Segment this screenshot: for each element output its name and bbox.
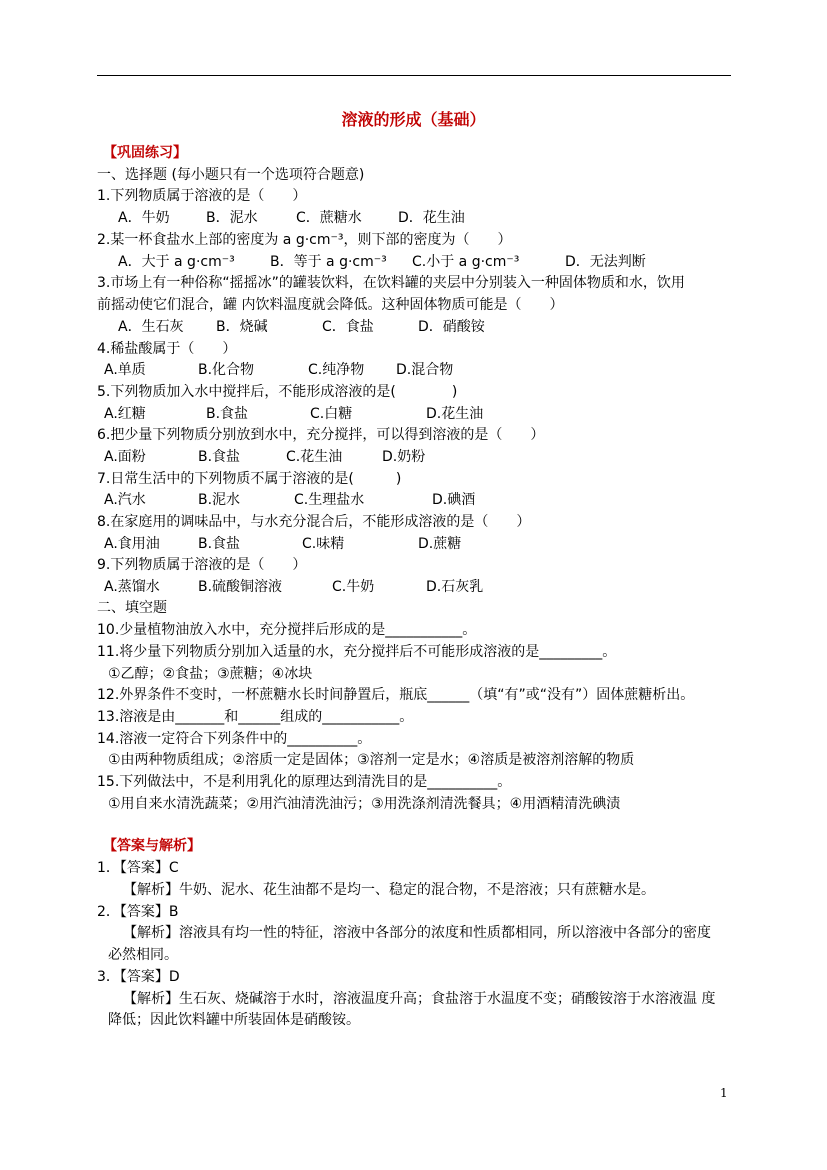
question-5-stem: 5.下列物质加入水中搅拌后，不能形成溶液的是( ): [97, 384, 458, 400]
option-d: D.蔗糖: [418, 536, 462, 552]
option-a: A.蒸馏水: [104, 579, 160, 595]
question-11-stem: 11.将少量下列物质分别加入适量的水，充分搅拌后不可能形成溶液的是_________。: [97, 644, 617, 660]
option-a: A.面粉: [104, 449, 146, 465]
question-13: 13.溶液是由_______和______组成的___________。: [97, 709, 414, 725]
question-12: 12.外界条件不变时，一杯蔗糖水长时间静置后，瓶底______（填“有”或“没有”）固体蔗糖析出。: [97, 687, 695, 703]
answer-3: 3．【答案】D: [97, 969, 180, 985]
option-c: C．蔗糖水: [296, 210, 362, 226]
option-b: B.化合物: [198, 362, 255, 378]
section-practice-heading: 【巩固练习】: [103, 145, 187, 161]
question-11-choices: ①乙醇；②食盐；③蔗糖；④冰块: [108, 666, 313, 682]
option-c: C.味精: [302, 536, 345, 552]
option-d: D.花生油: [426, 406, 484, 422]
option-c: C.花生油: [286, 449, 343, 465]
option-b: B.食盐: [206, 406, 249, 422]
analysis-2-line1: 【解析】溶液具有均一性的特征，溶液中各部分的浓度和性质都相同，所以溶液中各部分的密度: [123, 925, 711, 941]
analysis-2-line2: 必然相同。: [108, 947, 178, 963]
option-a: A.食用油: [104, 536, 160, 552]
part2-heading: 二、填空题: [97, 600, 167, 616]
option-b: B.硫酸铜溶液: [198, 579, 283, 595]
question-3-stem-line2: 前摇动使它们混合，罐 内饮料温度就会降低。这种固体物质可能是（ ）: [97, 297, 564, 313]
question-1-stem: 1.下列物质属于溶液的是（ ）: [97, 188, 307, 204]
option-d: D.石灰乳: [426, 579, 484, 595]
page-number: 1: [720, 1086, 728, 1100]
answer-1: 1．【答案】C: [97, 860, 179, 876]
option-c: C.小于 a g·cm⁻³: [412, 254, 520, 270]
option-b: B.食盐: [198, 536, 241, 552]
question-15-choices: ①用自来水清洗蔬菜；②用汽油清洗油污；③用洗涤剂清洗餐具；④用酒精清洗碘渍: [108, 796, 621, 812]
option-c: C.牛奶: [332, 579, 375, 595]
option-b: B．泥水: [206, 210, 258, 226]
analysis-3-line1: 【解析】生石灰、烧碱溶于水时，溶液温度升高；食盐溶于水温度不变；硝酸铵溶于水溶液温 度: [123, 991, 716, 1007]
option-a: A.单质: [104, 362, 146, 378]
question-14-stem: 14.溶液一定符合下列条件中的__________。: [97, 731, 372, 747]
question-3-stem-line1: 3.市场上有一种俗称“摇摇冰”的罐装饮料，在饮料罐的夹层中分别装入一种固体物质和水，饮用: [97, 275, 685, 291]
option-b: B．烧碱: [216, 319, 268, 335]
option-d: D.碘酒: [432, 492, 476, 508]
option-b: B．等于 a g·cm⁻³: [270, 254, 387, 270]
option-a: A.红糖: [104, 406, 146, 422]
question-9-stem: 9.下列物质属于溶液的是（ ）: [97, 557, 307, 573]
option-b: B.食盐: [198, 449, 241, 465]
part1-heading: 一、选择题 (每小题只有一个选项符合题意): [97, 167, 365, 183]
option-d: D.奶粉: [382, 449, 426, 465]
question-7-stem: 7.日常生活中的下列物质不属于溶液的是( ): [97, 471, 402, 487]
option-a: A．大于 a g·cm⁻³: [118, 254, 235, 270]
question-4-stem: 4.稀盐酸属于（ ）: [97, 341, 237, 357]
option-a: A.汽水: [104, 492, 146, 508]
header-rule: [97, 75, 731, 76]
question-6-stem: 6.把少量下列物质分别放到水中，充分搅拌，可以得到溶液的是（ ）: [97, 427, 545, 443]
option-a: A．牛奶: [118, 210, 170, 226]
option-d: D.混合物: [396, 362, 454, 378]
option-c: C.白糖: [310, 406, 353, 422]
section-answers-heading: 【答案与解析】: [103, 838, 201, 854]
analysis-3-line2: 降低；因此饮料罐中所装固体是硝酸铵。: [108, 1012, 360, 1028]
analysis-1: 【解析】牛奶、泥水、花生油都不是均一、稳定的混合物，不是溶液；只有蔗糖水是。: [123, 882, 655, 898]
question-14-choices: ①由两种物质组成；②溶质一定是固体；③溶剂一定是水；④溶质是被溶剂溶解的物质: [108, 752, 635, 768]
question-10: 10.少量植物油放入水中，充分搅拌后形成的是___________。: [97, 622, 477, 638]
option-d: D．花生油: [398, 210, 465, 226]
option-c: C．食盐: [322, 319, 374, 335]
option-d: D．硝酸铵: [418, 319, 485, 335]
option-d: D．无法判断: [565, 254, 646, 270]
page-title: 溶液的形成（基础）: [341, 110, 486, 129]
question-15-stem: 15.下列做法中，不是利用乳化的原理达到清洗目的是__________。: [97, 774, 512, 790]
question-2-stem: 2.某一杯食盐水上部的密度为 a g·cm⁻³，则下部的密度为（ ）: [97, 232, 512, 248]
option-b: B.泥水: [198, 492, 241, 508]
answer-2: 2．【答案】B: [97, 904, 179, 920]
option-c: C.生理盐水: [294, 492, 365, 508]
question-8-stem: 8.在家庭用的调味品中，与水充分混合后，不能形成溶液的是（ ）: [97, 514, 531, 530]
option-a: A．生石灰: [118, 319, 184, 335]
option-c: C.纯净物: [308, 362, 365, 378]
